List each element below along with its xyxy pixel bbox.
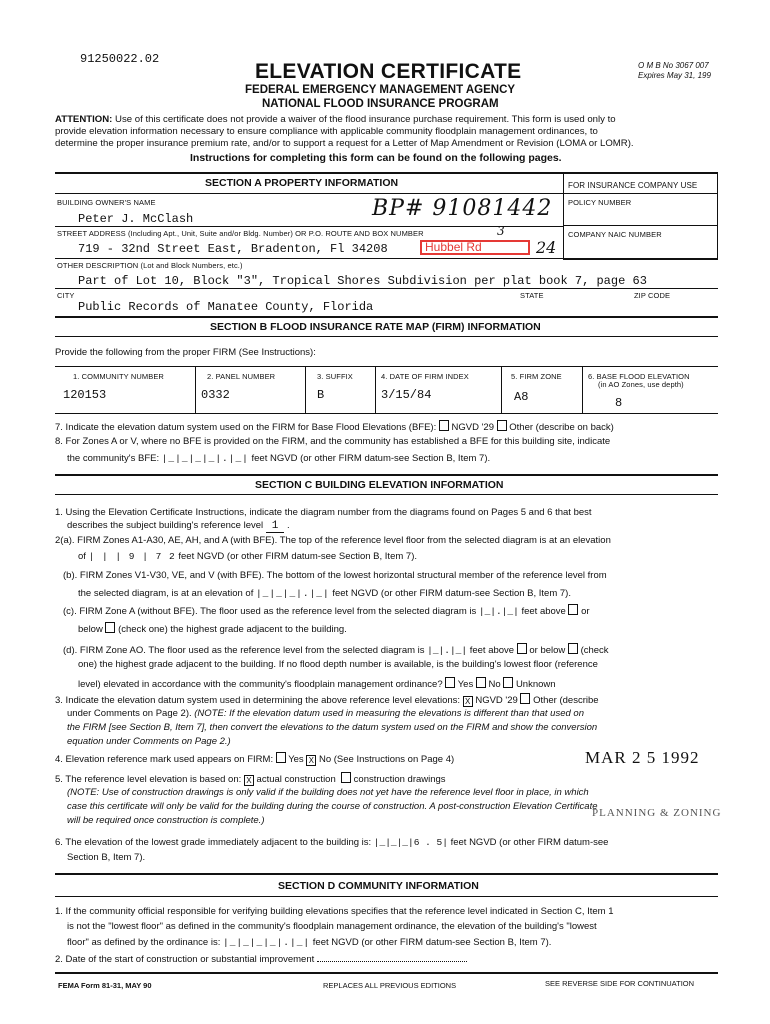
c-item-3-line-1: 3. Indicate the elevation datum system used in determining the above reference level elevations: X NGVD '29 Other (describe	[55, 695, 599, 706]
policy-number-label: POLICY NUMBER	[568, 198, 632, 207]
c-item-5-note-1: (NOTE: Use of construction drawings is only valid if the building does not yet have the reference level floor in place, in which	[67, 787, 589, 798]
city-label: CITY	[57, 291, 75, 300]
c-item-1-line-2: describes the subject building's reference level 1 .	[67, 520, 290, 532]
instructions-note: Instructions for completing this form can be found on the following pages.	[190, 152, 562, 164]
planning-zoning-stamp: PLANNING & ZONING	[592, 807, 722, 819]
c-item-2c-line-1: (c). FIRM Zone A (without BFE). The floor used as the reference level from the selected diagram is |_|.|_| feet above or	[63, 606, 590, 617]
c-2d-yes-checkbox[interactable]	[445, 677, 455, 688]
agency-name: FEDERAL EMERGENCY MANAGEMENT AGENCY	[245, 84, 516, 96]
c-item-5-note-3: will be required once construction is complete.)	[67, 815, 265, 826]
street-address-label: STREET ADDRESS (Including Apt., Unit, Suite and/or Bldg. Number) OR P.O. ROUTE AND BOX NUMBER	[57, 229, 424, 238]
item-8-bfe-blanks[interactable]: |_|_|_|_|.|_|	[161, 453, 249, 464]
city-value: Public Records of Manatee County, Florida	[78, 300, 374, 314]
received-date-stamp: MAR 2 5 1992	[585, 748, 700, 767]
item-7-row	[55, 420, 614, 433]
program-name: NATIONAL FLOOD INSURANCE PROGRAM	[262, 98, 499, 110]
footer-see-reverse: SEE REVERSE SIDE FOR CONTINUATION	[545, 979, 695, 988]
handwritten-24: 24	[536, 238, 557, 257]
c-item-2a-line-2: of | | | 9 | 7 2 feet NGVD (or other FIRM datum-see Section B, Item 7).	[78, 551, 417, 562]
d-item-2: 2. Date of the start of construction or substantial improvement	[55, 954, 467, 965]
c-item-2d-line-2: one) the highest grade adjacent to the building. If no flood depth number is available, is the building's lowest floor (reference	[78, 659, 598, 670]
c-4-no-checkbox[interactable]: X	[306, 755, 316, 766]
bfe-value: 8	[615, 396, 623, 410]
elevation-2b-blanks[interactable]: |_|_|_|.|_|	[255, 588, 330, 599]
elevation-2a-value[interactable]: | | | 9 | 7 2	[88, 551, 176, 562]
suffix-value: B	[317, 388, 325, 402]
item-8-line-1: 8. For Zones A or V, where no BFE is provided on the FIRM, and the community has established a BFE for this building site, indicate	[55, 436, 611, 447]
c-item-4: 4. Elevation reference mark used appears on FIRM: Yes X No (See Instructions on Page 4)	[55, 754, 455, 765]
c-2c-above-checkbox[interactable]	[568, 604, 578, 615]
street-address-value: 719 - 32nd Street East, Bradenton, Fl 34208	[78, 242, 388, 256]
c-item-6-line-2: Section B, Item 7).	[67, 852, 146, 863]
elevation-2d-blanks[interactable]: |_|.|_|	[427, 645, 468, 656]
col-base-flood-elevation: 6. BASE FLOOD ELEVATION	[588, 372, 690, 381]
col-panel-number: 2. PANEL NUMBER	[207, 372, 276, 381]
attention-line-3: determine the proper insurance premium rate, and/or to support a request for a Letter of Map Amendment or Revision (LOMA or LOMR).	[55, 138, 634, 149]
col-bfe-subtitle: (in AO Zones, use depth)	[598, 380, 684, 389]
hubbel-rd-annotation: Hubbel Rd	[420, 240, 530, 255]
insurance-use-label: FOR INSURANCE COMPANY USE	[568, 181, 698, 190]
item-7-ngvd-label: NGVD '29	[451, 422, 494, 433]
reference-level-diagram-value[interactable]: 1	[266, 520, 285, 533]
c-item-2a-line-1: 2(a). FIRM Zones A1-A30, AE, AH, and A (with BFE). The top of the reference level floor from the selected diagram is at an elevation	[55, 535, 611, 546]
lowest-grade-value[interactable]: |_|_|_|6 . 5|	[373, 837, 448, 848]
omb-number: O M B No 3067 007	[638, 61, 709, 70]
col-suffix: 3. SUFFIX	[317, 372, 353, 381]
document-number: 91250022.02	[80, 52, 160, 66]
c-2d-above-checkbox[interactable]	[517, 643, 527, 654]
other-description-value: Part of Lot 10, Block "3", Tropical Shores Subdivision per plat book 7, page 63	[78, 274, 647, 288]
lowest-floor-blanks[interactable]: |_|_|_|_|.|_|	[223, 937, 311, 948]
c-item-2d-line-1: (d). FIRM Zone AO. The floor used as the reference level from the selected diagram is |_|.|_| feet above or below (check	[63, 645, 609, 656]
item-7-text: 7. Indicate the elevation datum system used on the FIRM for Base Flood Elevations (BFE):	[55, 422, 437, 433]
attention-line-1: Use of this certificate does not provide a waiver of the flood insurance purchase requirement. This form is used only to	[115, 114, 616, 125]
d-item-1-line-2: is not the "lowest floor" as defined in the community's floodplain management ordinance, the elevation of the building's "lowest	[67, 921, 597, 932]
form-title: ELEVATION CERTIFICATE	[255, 60, 522, 83]
c-item-2c-line-2: below (check one) the highest grade adjacent to the building.	[78, 624, 347, 635]
c-item-2d-line-3: level) elevated in accordance with the community's floodplain management ordinance? Yes No Unknown	[78, 679, 556, 690]
c-item-3-line-3: the FIRM [see Section B, Item 7], then convert the elevations to the datum system used on the FIRM and show the conversion	[67, 722, 598, 733]
item-7-other-label: Other (describe on back)	[509, 422, 614, 433]
provide-instruction: Provide the following from the proper FIRM (See Instructions):	[55, 347, 316, 358]
firm-table	[55, 366, 718, 414]
c-3-ngvd-checkbox[interactable]: X	[463, 696, 473, 707]
c-item-5: 5. The reference level elevation is based on: X actual construction construction drawings	[55, 774, 446, 785]
footer-replaces: REPLACES ALL PREVIOUS EDITIONS	[323, 981, 457, 990]
c-3-other-checkbox[interactable]	[520, 693, 530, 704]
owner-name-value: Peter J. McClash	[78, 212, 194, 226]
c-2d-no-checkbox[interactable]	[476, 677, 486, 688]
handwritten-3: 3	[497, 224, 505, 238]
c-item-5-note-2: case this certificate will only be valid for the building during the course of construction. A post-construction Elevation Certificate	[67, 801, 598, 812]
item-8-line-2	[67, 453, 490, 464]
omb-expiry: Expires May 31, 199	[638, 71, 711, 80]
item-7-ngvd-checkbox[interactable]	[439, 420, 449, 431]
col-date-firm-index: 4. DATE OF FIRM INDEX	[381, 372, 469, 381]
company-naic-label: COMPANY NAIC NUMBER	[568, 230, 662, 239]
section-d-title: SECTION D COMMUNITY INFORMATION	[278, 880, 479, 892]
c-2d-unknown-checkbox[interactable]	[503, 677, 513, 688]
attention-label: ATTENTION:	[55, 114, 113, 125]
c-2d-below-checkbox[interactable]	[568, 643, 578, 654]
c-item-2b-line-1: (b). FIRM Zones V1-V30, VE, and V (with BFE). The bottom of the lowest horizontal structural member of the reference level from	[63, 570, 607, 581]
community-number-value: 120153	[63, 388, 107, 402]
state-label: STATE	[520, 291, 544, 300]
handwritten-bp-number: BP# 91081442	[372, 196, 553, 221]
c-5-drawings-checkbox[interactable]	[341, 772, 351, 783]
d-item-1-line-1: 1. If the community official responsible for verifying building elevations specifies that the reference level indicated in Section C, Item 1	[55, 906, 614, 917]
panel-number-value: 0332	[201, 388, 230, 402]
c-item-3-line-4: equation under Comments on Page 2.)	[67, 736, 231, 747]
firm-index-date-value: 3/15/84	[381, 388, 432, 402]
construction-start-date-field[interactable]	[317, 961, 467, 962]
c-2c-below-checkbox[interactable]	[105, 622, 115, 633]
c-4-yes-checkbox[interactable]	[276, 752, 286, 763]
owner-name-label: BUILDING OWNER'S NAME	[57, 198, 156, 207]
firm-zone-value: A8	[514, 390, 529, 404]
c-item-1-line-1: 1. Using the Elevation Certificate Instructions, indicate the diagram number from the diagrams found on Pages 5 and 6 that best	[55, 507, 592, 518]
item-7-other-checkbox[interactable]	[497, 420, 507, 431]
col-community-number: 1. COMMUNITY NUMBER	[73, 372, 164, 381]
col-firm-zone: 5. FIRM ZONE	[511, 372, 562, 381]
item-8-bfe-post: feet NGVD (or other FIRM datum-see Section B, Item 7).	[251, 453, 491, 464]
footer-form-number: FEMA Form 81-31, MAY 90	[58, 981, 152, 990]
elevation-2c-blanks[interactable]: |_|.|_|	[478, 606, 519, 617]
c-5-actual-checkbox[interactable]: X	[244, 775, 254, 786]
other-description-label: OTHER DESCRIPTION (Lot and Block Numbers, etc.)	[57, 261, 243, 270]
c-item-2b-line-2: the selected diagram, is at an elevation of |_|_|_|.|_| feet NGVD (or other FIRM datum-see Section B, Item 7).	[78, 588, 571, 599]
c-item-6-line-1: 6. The elevation of the lowest grade immediately adjacent to the building is: |_|_|_|6 . 5| feet NGVD (or other FIRM datum-see	[55, 837, 609, 848]
c-item-3-line-2: under Comments on Page 2). (NOTE: If the elevation datum used in measuring the elevations is different than that used on	[67, 708, 584, 719]
attention-block	[55, 114, 725, 150]
d-item-1-line-3: floor" as defined by the ordinance is: |_|_|_|_|.|_| feet NGVD (or other FIRM datum-see Section B, Item 7).	[67, 937, 552, 948]
section-a-title: SECTION A PROPERTY INFORMATION	[205, 177, 399, 189]
section-b-title: SECTION B FLOOD INSURANCE RATE MAP (FIRM) INFORMATION	[210, 321, 541, 333]
attention-line-2: provide elevation information necessary to ensure compliance with applicable community floodplain management ordinances, to	[55, 126, 598, 137]
item-8-bfe-label: the community's BFE:	[67, 453, 160, 464]
section-c-title: SECTION C BUILDING ELEVATION INFORMATION	[255, 479, 504, 491]
zip-code-label: ZIP CODE	[634, 291, 671, 300]
